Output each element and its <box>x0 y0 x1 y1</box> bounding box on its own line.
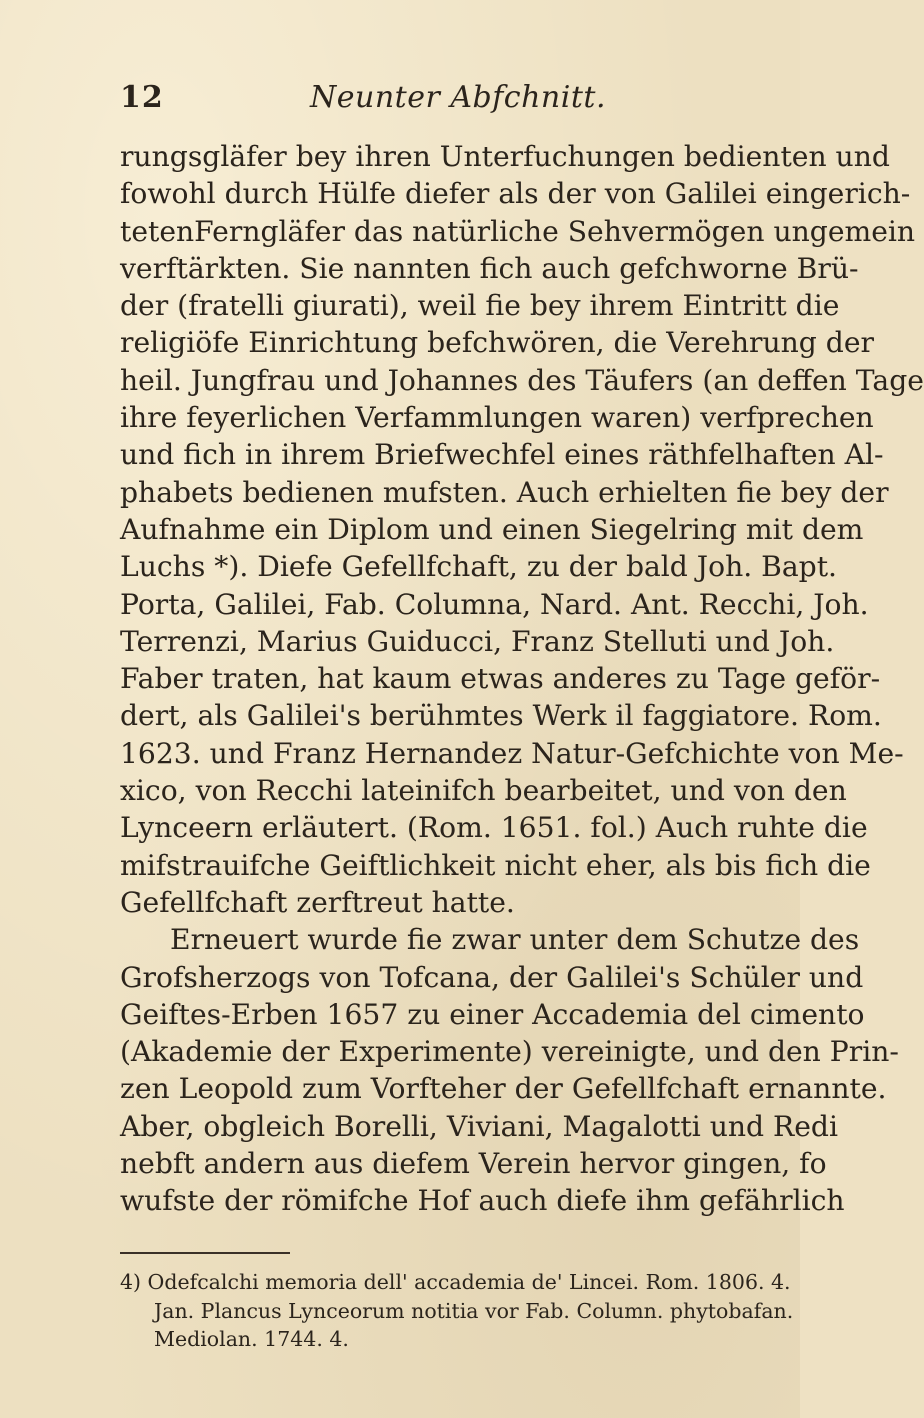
text-line: Faber traten, hat kaum etwas anderes zu Tage geför- <box>120 662 881 696</box>
text-line: Aber, obgleich Borelli, Viviani, Magalotti und Redi <box>120 1109 838 1143</box>
text-line: Geiftes-Erben 1657 zu einer Accademia del cimento <box>120 997 865 1031</box>
text-line: verftärkten. Sie nannten fich auch gefchworne Brü- <box>120 251 859 285</box>
text-line: (Akademie der Experimente) vereinigte, und den Prin- <box>120 1035 899 1069</box>
text-line: rungsgläfer bey ihren Unterfuchungen bedienten und <box>120 140 890 173</box>
paragraph-start-line: Erneuert wurde fie zwar unter dem Schutze des <box>170 923 860 957</box>
page-number: 12 <box>120 80 164 115</box>
text-line: ihre feyerlichen Verfammlungen waren) verfprechen <box>120 401 874 435</box>
footnote-line: Jan. Plancus Lynceorum notitia vor Fab. Column. phytobafan. <box>154 1298 794 1323</box>
page-header <box>120 80 740 120</box>
text-line: dert, als Galilei's berühmtes Werk il faggiatore. Rom. <box>120 699 882 733</box>
text-line: nebft andern aus diefem Verein hervor gingen, fo <box>120 1147 827 1181</box>
running-title: Neunter Abfchnitt. <box>310 80 606 115</box>
text-line: und fich in ihrem Briefwechfel eines räthfelhaften Al- <box>120 438 884 472</box>
text-line: Gefellfchaft zerftreut hatte. <box>120 885 515 919</box>
text-line: Luchs *). Diefe Gefellfchaft, zu der bald Joh. Bapt. <box>120 550 838 584</box>
footnote-line: 4) Odefcalchi memoria dell' accademia de' Lincei. Rom. 1806. 4. <box>120 1270 791 1294</box>
footnote-line: Mediolan. 1744. 4. <box>154 1327 349 1351</box>
text-line: der (fratelli giurati), weil fie bey ihrem Eintritt die <box>120 289 840 323</box>
text-line: zen Leopold zum Vorfteher der Gefellfchaft ernannte. <box>120 1072 887 1106</box>
text-line: 1623. und Franz Hernandez Natur-Gefchichte von Me- <box>120 736 904 770</box>
text-line: wufste der römifche Hof auch diefe ihm gefährlich <box>120 1184 845 1218</box>
text-line: phabets bedienen mufsten. Auch erhielten fie bey der <box>120 475 889 509</box>
footnote-divider <box>120 1252 290 1254</box>
text-line: heil. Jungfrau und Johannes des Täufers (an deffen Tage <box>120 363 924 397</box>
text-line: religiöfe Einrichtung befchwören, die Verehrung der <box>120 326 874 360</box>
footnote <box>120 1268 794 1354</box>
text-line: Porta, Galilei, Fab. Columna, Nard. Ant. Recchi, Joh. <box>120 587 869 621</box>
text-line: Terrenzi, Marius Guiducci, Franz Stelluti und Joh. <box>120 624 835 658</box>
text-line: Aufnahme ein Diplom und einen Siegelring mit dem <box>120 512 864 546</box>
text-line: Grofsherzogs von Tofcana, der Galilei's Schüler und <box>120 960 864 994</box>
text-line: mifstrauifche Geiftlichkeit nicht eher, als bis fich die <box>120 848 871 882</box>
text-line: fowohl durch Hülfe diefer als der von Galilei eingerich- <box>120 177 911 211</box>
body-text <box>120 138 924 1220</box>
text-line: xico, von Recchi lateinifch bearbeitet, und von den <box>120 774 847 808</box>
text-line: Lynceern erläutert. (Rom. 1651. fol.) Auch ruhte die <box>120 811 868 845</box>
text-line: tetenFerngläfer das natürliche Sehvermögen ungemein <box>120 214 916 248</box>
